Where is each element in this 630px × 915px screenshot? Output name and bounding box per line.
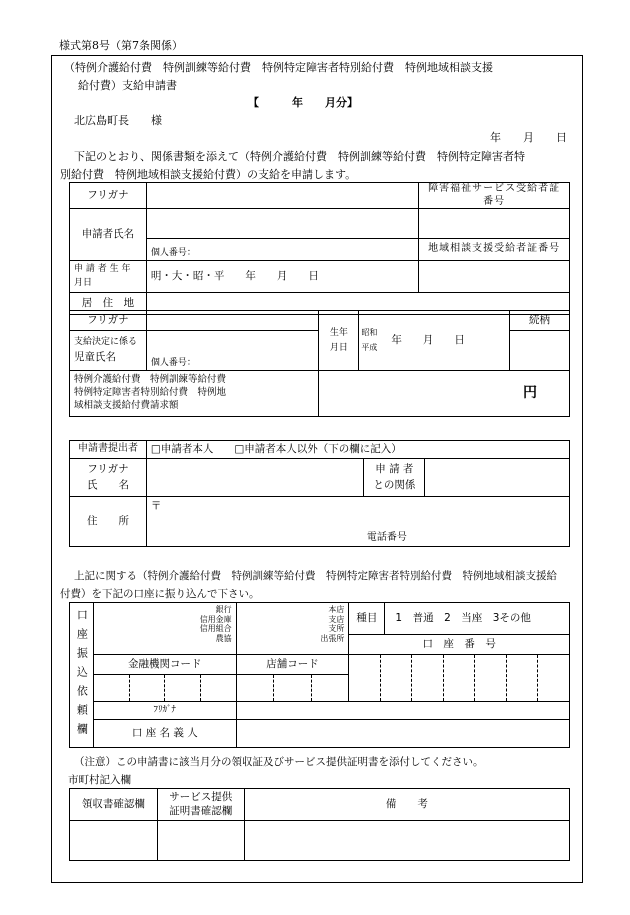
submitter-label: 申請書提出者: [70, 441, 147, 459]
branch-code-label: 店舗コード: [236, 655, 349, 675]
relationship-field[interactable]: [510, 331, 570, 371]
my-number-label[interactable]: 個人番号：: [146, 239, 418, 261]
bank-code-label: 金融機関コード: [93, 655, 236, 675]
receipt-check-field[interactable]: [70, 821, 158, 861]
remarks-label: 備 考: [244, 789, 569, 821]
branch-code-field[interactable]: [236, 675, 349, 702]
regional-cert-field[interactable]: [419, 261, 570, 293]
phone-label: 電話番号: [366, 531, 407, 543]
form-number: 様式第8号（第7条関係）: [59, 39, 183, 52]
submitter-name-label: フリガナ 氏 名: [70, 459, 147, 497]
account-number-field[interactable]: [349, 655, 570, 702]
applicant-name-field[interactable]: [146, 209, 418, 239]
submitter-address-label: 住 所: [70, 497, 147, 547]
submitter-options[interactable]: □申請者本人 □申請者本人以外（下の欄に記入）: [146, 441, 569, 459]
submitter-relation-field[interactable]: [425, 459, 570, 497]
holder-furigana-field[interactable]: [236, 702, 569, 720]
bank-name-field[interactable]: 銀行 信用金庫 信用組合 農協: [93, 603, 236, 655]
bank-vertical-label: 口座振込依頼欄: [70, 603, 94, 748]
child-furigana-field[interactable]: [146, 311, 319, 331]
holder-label: 口 座 名 義 人: [93, 720, 236, 748]
child-birth-field[interactable]: 昭和 平成 年 月 日: [359, 311, 510, 371]
child-birth-label: 生年 月日: [319, 311, 359, 371]
birth-label: 申 請 者 生 年 月日: [70, 261, 147, 293]
account-type-block: [349, 603, 570, 655]
note: （注意）この申請書に該当月分の領収証及びサービス提供証明書を添付してください。: [74, 756, 484, 768]
child-my-number[interactable]: 個人番号：: [146, 331, 319, 371]
type-label: 種目: [349, 603, 385, 634]
birth-date-field[interactable]: 明・大・昭・平 年 月 日: [146, 261, 418, 293]
intro-line-1: 下記のとおり、関係書類を添えて（特例介護給付費 特例訓練等給付費 特例特定障害者特: [74, 150, 525, 163]
bank-intro-line-2: 付費）を下記の口座に振り込んで下さい。: [60, 588, 260, 600]
intro-line-2: 別給付費 特例地域相談支援給付費）の支給を申請します。: [60, 168, 357, 181]
furigana-label: フリガナ: [70, 183, 147, 209]
submitter-relation-label: 申 請 者 との関係: [364, 459, 425, 497]
child-name-label: 支給決定に係る 児童氏名: [70, 331, 147, 371]
postal-mark: 〒: [150, 500, 162, 512]
claim-label: 特例介護給付費 特例訓練等給付費 特例特定障害者特別給付費 特例地 域相談支援給付費請求額: [70, 371, 319, 417]
branch-name-field[interactable]: 本店 支店 支所 出張所: [236, 603, 349, 655]
month-bracket: 【 年 月分】: [248, 96, 358, 109]
remarks-field[interactable]: [244, 821, 569, 861]
cert-number-label: 障害福祉サービス受給者証番号: [419, 183, 570, 209]
municipal-table: [69, 788, 570, 861]
type-options[interactable]: 1 普通 2 当座 3その他: [395, 611, 531, 624]
address-label: 居 住 地: [70, 293, 147, 315]
service-check-label: サービス提供 証明書確認欄: [157, 789, 244, 821]
title-line-1: （特例介護給付費 特例訓練等給付費 特例特定障害者特別給付費 特例地域相談支援: [64, 61, 493, 74]
submitter-address-field[interactable]: [146, 497, 569, 547]
bank-table: [69, 602, 570, 748]
applicant-table: [69, 182, 570, 315]
child-furigana-label: フリガナ: [70, 311, 147, 331]
cert-number-field[interactable]: [419, 209, 570, 239]
regional-cert-label: 地域相談支援受給者証番号: [419, 239, 570, 261]
submitter-name-field[interactable]: [146, 459, 364, 497]
holder-field[interactable]: [236, 720, 569, 748]
municipal-label: 市町村記入欄: [68, 774, 131, 786]
furigana-field[interactable]: [146, 183, 418, 209]
addressee: 北広島町長 様: [74, 114, 162, 127]
account-number-label: 口 座 番 号: [422, 637, 496, 650]
service-check-field[interactable]: [157, 821, 244, 861]
title-line-2: 給付費）支給申請書: [78, 79, 177, 92]
bank-intro-line-1: 上記に関する（特例介護給付費 特例訓練等給付費 特例特定障害者特別給付費 特例地域相談支援給: [74, 570, 557, 582]
date-line: 年 月 日: [490, 131, 567, 144]
child-table: [69, 310, 570, 417]
applicant-name-label: 申請者氏名: [70, 209, 147, 261]
receipt-check-label: 領収書確認欄: [70, 789, 158, 821]
bank-code-field[interactable]: [93, 675, 236, 702]
holder-furigana-label: ﾌﾘｶﾞﾅ: [93, 702, 236, 720]
relationship-label: 続柄: [510, 311, 570, 331]
claim-amount-field[interactable]: 円: [319, 371, 570, 417]
submitter-table: [69, 440, 570, 547]
